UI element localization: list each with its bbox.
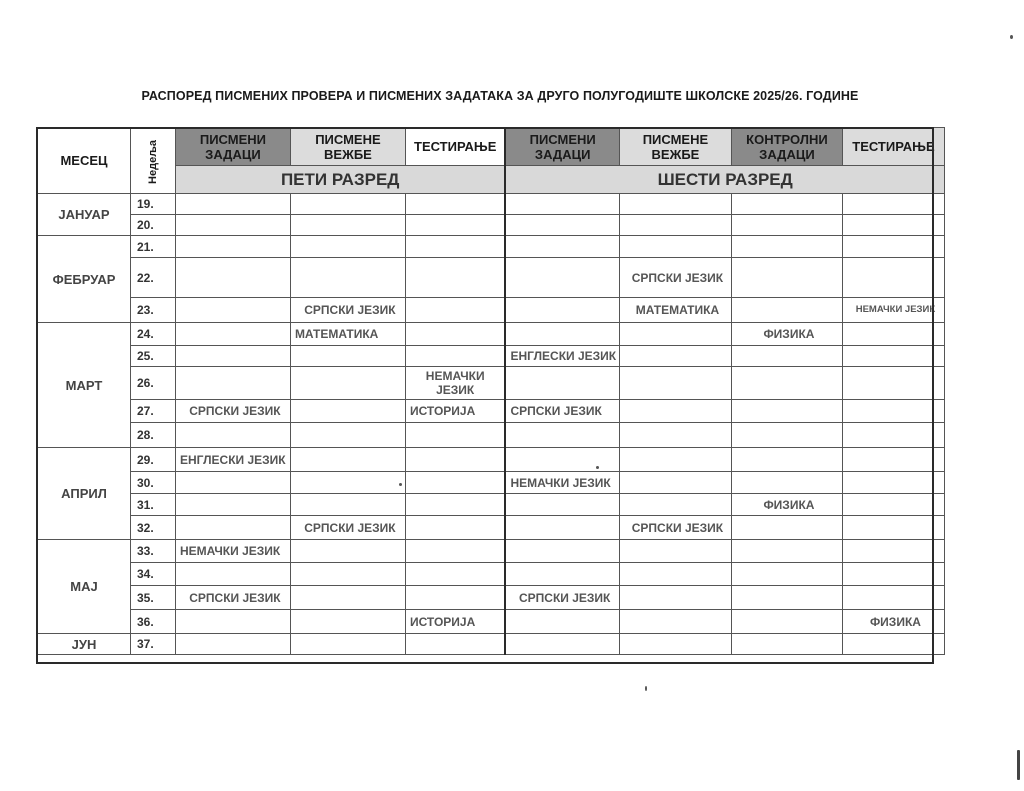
week-label: 26. (131, 367, 176, 400)
month-mart: МАРТ (38, 323, 131, 448)
cell-w23-g5-vezbe: СРПСКИ ЈЕЗИК (290, 298, 405, 323)
week-label: 29. (131, 448, 176, 472)
scan-speck (1010, 35, 1013, 39)
month-februar: ФЕБРУАР (38, 236, 131, 323)
table-frame (36, 127, 934, 664)
g6-col-pismeni-zadaci: ПИСМЕНИ ЗАДАЦИ (505, 128, 619, 166)
week-label: 25. (131, 346, 176, 367)
week-label: 30. (131, 472, 176, 494)
scan-speck (645, 686, 647, 691)
grade-6-header: ШЕСТИ РАЗРЕД (505, 166, 944, 194)
week-label: 35. (131, 586, 176, 610)
cell-w24-g6-kontrolni: ФИЗИКА (731, 323, 842, 346)
cell-w26-g5-test: НЕМАЧКИ ЈЕЗИК (405, 367, 505, 400)
cell-w32-g6-vezbe: СРПСКИ ЈЕЗИК (619, 516, 731, 540)
month-januar: ЈАНУАР (38, 194, 131, 236)
cell-w23-g6-vezbe: МАТЕМАТИКА (619, 298, 731, 323)
scan-speck (596, 466, 599, 469)
month-maj: МАЈ (38, 540, 131, 634)
cell-w22-g6-vezbe: СРПСКИ ЈЕЗИК (619, 258, 731, 298)
cell-w30-g6-zadaci: НЕМАЧКИ ЈЕЗИК (505, 472, 619, 494)
week-label: 21. (131, 236, 176, 258)
g6-col-kontrolni-zadaci: КОНТРОЛНИ ЗАДАЦИ (731, 128, 842, 166)
cell-w31-g6-kontrolni: ФИЗИКА (731, 494, 842, 516)
cell-w27-g6-zadaci: СРПСКИ ЈЕЗИК (505, 400, 619, 423)
week-label: 34. (131, 563, 176, 586)
scan-speck (399, 483, 402, 486)
g6-col-testiranje: ТЕСТИРАЊЕ (842, 128, 944, 166)
cell-w25-g6-zadaci: ЕНГЛЕСКИ ЈЕЗИК (505, 346, 619, 367)
scan-speck (1017, 750, 1020, 780)
g6-col-pismene-vezbe: ПИСМЕНЕ ВЕЖБЕ (619, 128, 731, 166)
cell-w29-g5-zadaci: ЕНГЛЕСКИ ЈЕЗИК (175, 448, 290, 472)
week-label: 37. (131, 634, 176, 655)
cell-w24-g5-vezbe: МАТЕМАТИКА (290, 323, 405, 346)
cell-w27-g5-zadaci: СРПСКИ ЈЕЗИК (175, 400, 290, 423)
cell-w33-g5-zadaci: НЕМАЧКИ ЈЕЗИК (175, 540, 290, 563)
cell-w35-g5-zadaci: СРПСКИ ЈЕЗИК (175, 586, 290, 610)
week-label: 19. (131, 194, 176, 215)
week-label: 36. (131, 610, 176, 634)
week-label: 24. (131, 323, 176, 346)
week-header-label: Недеља (146, 139, 159, 184)
g5-col-pismeni-zadaci: ПИСМЕНИ ЗАДАЦИ (175, 128, 290, 166)
week-label: 32. (131, 516, 176, 540)
week-label: 33. (131, 540, 176, 563)
cell-w32-g5-vezbe: СРПСКИ ЈЕЗИК (290, 516, 405, 540)
week-label: 23. (131, 298, 176, 323)
cell-w27-g5-test: ИСТОРИЈА (405, 400, 505, 423)
page-title: РАСПОРЕД ПИСМЕНИХ ПРОВЕРА И ПИСМЕНИХ ЗАДАТАКА ЗА ДРУГО ПОЛУГОДИШТЕ ШКОЛСКЕ 2025/26. ГОДИНЕ (141, 89, 859, 103)
g5-col-testiranje: ТЕСТИРАЊЕ (405, 128, 505, 166)
cell-w23-g6-test: НЕМАЧКИ ЈЕЗИК (842, 298, 944, 323)
cell-w36-g6-test: ФИЗИКА (842, 610, 944, 634)
week-label: 22. (131, 258, 176, 298)
cell-w36-g5-test: ИСТОРИЈА (405, 610, 505, 634)
week-label: 27. (131, 400, 176, 423)
month-jun: ЈУН (38, 634, 131, 655)
week-label: 20. (131, 215, 176, 236)
week-label: 31. (131, 494, 176, 516)
week-label: 28. (131, 423, 176, 448)
month-april: АПРИЛ (38, 448, 131, 540)
month-header: МЕСЕЦ (38, 128, 131, 194)
grade-5-header: ПЕТИ РАЗРЕД (175, 166, 505, 194)
g5-col-pismene-vezbe: ПИСМЕНЕ ВЕЖБЕ (290, 128, 405, 166)
cell-w35-g6-zadaci: СРПСКИ ЈЕЗИК (505, 586, 619, 610)
